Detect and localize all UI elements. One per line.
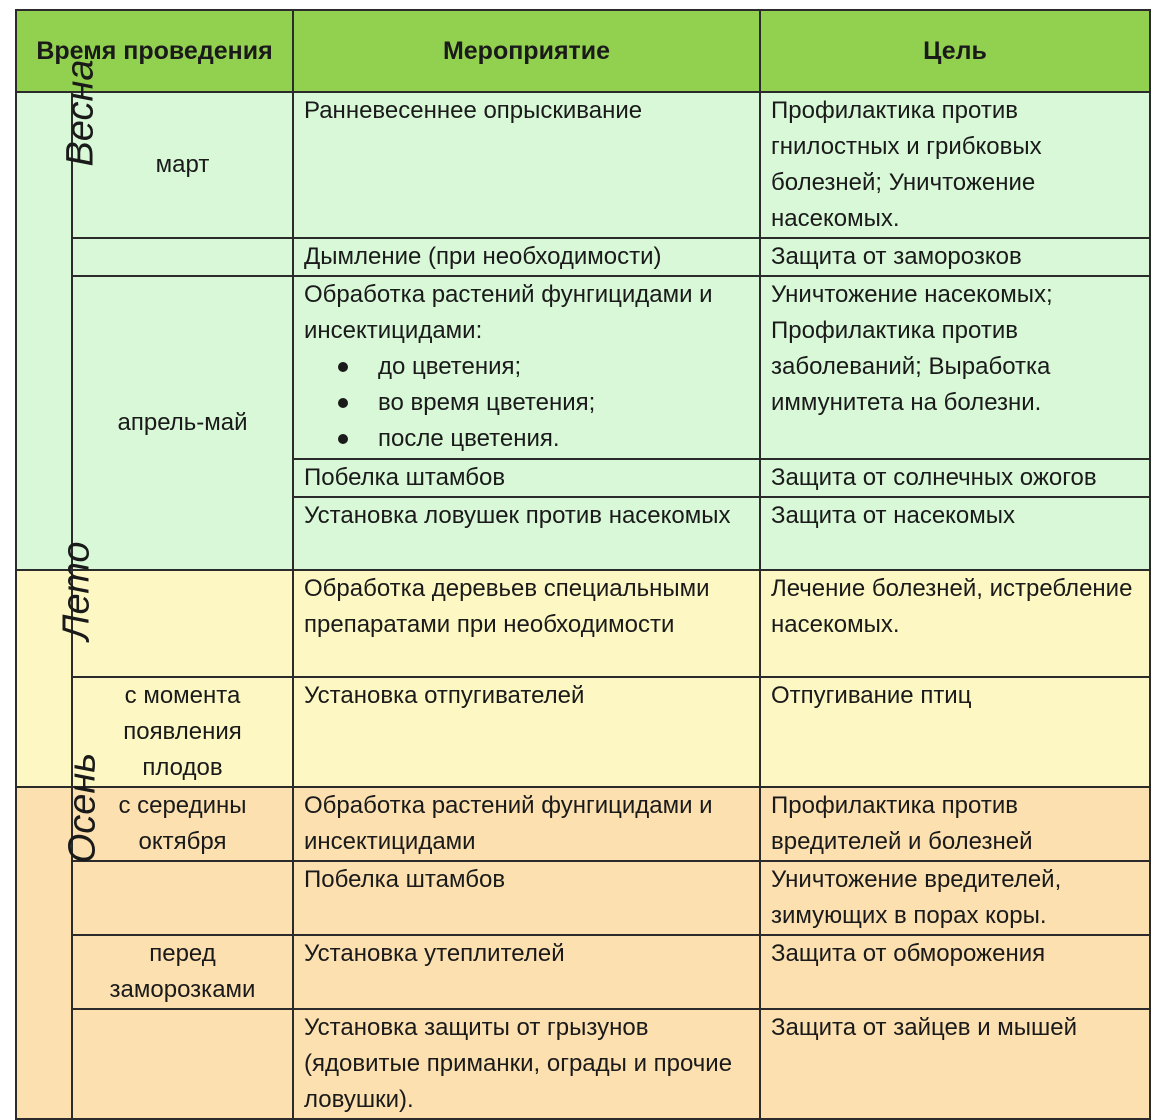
table-row — [16, 238, 1150, 276]
goal-cell: Защита от насекомых — [760, 497, 1150, 570]
garden-care-table — [15, 9, 1151, 1120]
goal-cell: Отпугивание птиц — [760, 677, 1150, 787]
header-time: Время проведения — [16, 10, 293, 92]
table-row — [16, 677, 1150, 787]
table-row — [16, 935, 1150, 1009]
header-row — [16, 10, 1150, 92]
table-row — [16, 787, 1150, 861]
activity-cell: Побелка штамбов — [293, 861, 760, 935]
month-cell: март — [72, 92, 293, 238]
table-row — [16, 570, 1150, 677]
header-activity: Мероприятие — [293, 10, 760, 92]
month-cell — [72, 570, 293, 677]
month-cell — [72, 1009, 293, 1119]
activity-cell: Установка ловушек против насекомых — [293, 497, 760, 570]
season-label: Осень — [61, 752, 104, 864]
goal-cell: Защита от солнечных ожогов — [760, 459, 1150, 497]
activity-cell: Дымление (при необходимости) — [293, 238, 760, 276]
table-row — [16, 1009, 1150, 1119]
table-row — [16, 861, 1150, 935]
list-item: после цветения. — [334, 421, 749, 457]
season-autumn — [16, 752, 104, 1119]
activity-cell — [293, 276, 760, 459]
month-cell: с середины октября — [72, 787, 293, 861]
season-label: Лето — [55, 541, 98, 641]
month-cell: перед заморозками — [72, 935, 293, 1009]
season-label: Весна — [59, 59, 102, 167]
activity-text: Обработка растений фунгицидами и инсектицидами: — [304, 281, 713, 344]
header-goal: Цель — [760, 10, 1150, 92]
goal-cell: Лечение болезней, истребление насекомых. — [760, 570, 1150, 677]
activity-cell: Установка утеплителей — [293, 935, 760, 1009]
table-row — [16, 276, 1150, 459]
table-row — [16, 92, 1150, 238]
goal-cell: Уничтожение вредителей, зимующих в порах коры. — [760, 861, 1150, 935]
goal-cell: Профилактика против гнилостных и грибковых болезней; Уничтожение насекомых. — [760, 92, 1150, 238]
list-item: во время цветения; — [334, 385, 749, 421]
activity-cell: Обработка растений фунгицидами и инсектицидами — [293, 787, 760, 861]
stage-list — [304, 349, 749, 457]
goal-cell: Защита от обморожения — [760, 935, 1150, 1009]
goal-cell: Профилактика против вредителей и болезней — [760, 787, 1150, 861]
month-cell — [72, 238, 293, 276]
month-cell: с момента появления плодов — [72, 677, 293, 787]
goal-cell: Защита от заморозков — [760, 238, 1150, 276]
list-item: до цветения; — [334, 349, 749, 385]
goal-cell: Уничтожение насекомых; Профилактика против заболеваний; Выработка иммунитета на болезни. — [760, 276, 1150, 459]
goal-cell: Защита от зайцев и мышей — [760, 1009, 1150, 1119]
activity-cell: Установка отпугивателей — [293, 677, 760, 787]
season-spring — [16, 59, 102, 570]
month-cell: апрель-май — [72, 276, 293, 570]
activity-cell: Ранневесеннее опрыскивание — [293, 92, 760, 238]
activity-cell: Обработка деревьев специальными препаратами при необходимости — [293, 570, 760, 677]
month-cell — [72, 861, 293, 935]
activity-cell: Установка защиты от грызунов (ядовитые приманки, ограды и прочие ловушки). — [293, 1009, 760, 1119]
activity-cell: Побелка штамбов — [293, 459, 760, 497]
